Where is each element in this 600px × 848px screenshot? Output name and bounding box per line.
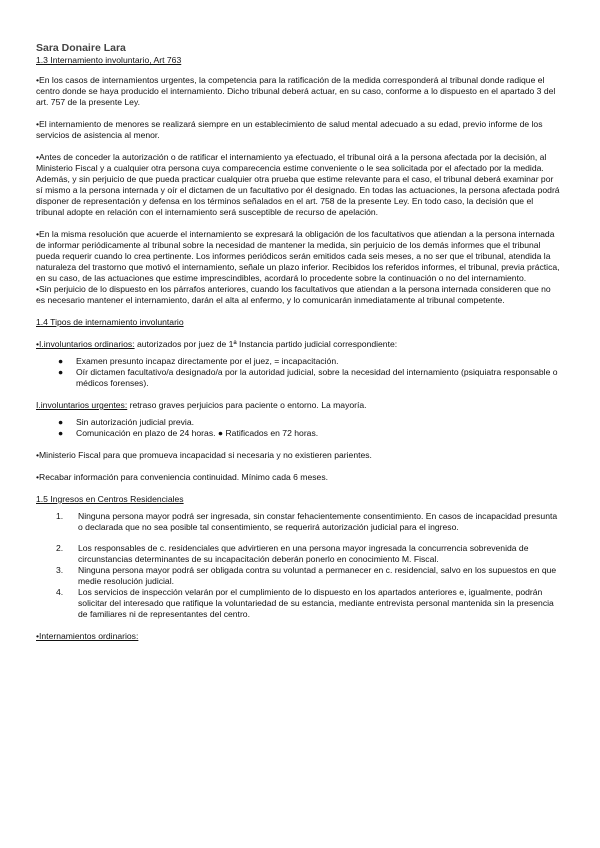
ordinarios-bullet: • bbox=[36, 339, 40, 349]
bullet-icon: ● bbox=[58, 356, 64, 366]
paragraph: •Antes de conceder la autorización o de ratificar el internamiento ya efectuado, el tribunal oirá a la persona afectada por la decisión, al Ministerio Fiscal y a cualquier otra persona cuya comparecencia estime conveniente o le sea solicitada por el afectado por la medida. Además, y sin perjuicio de que pueda practicar cualquier otra prueba que estime relevante para el caso, el tribunal deberá examinar por sí mismo a la persona internada y oír el dictamen de un facultativo por él designado. En todas las actuaciones, la persona afectada podrá disponer de representación y defensa en los términos señalados en el art. 758 de la presente Ley. En todo caso, la decisión que el tribunal adopte en relación con el internamiento será susceptible de recurso de apelación. bbox=[36, 152, 560, 217]
section-1-3-title: 1.3 Internamiento involuntario, Art 763 bbox=[36, 55, 182, 65]
ingresos-list bbox=[36, 511, 562, 620]
section-1-5-title: 1.5 Ingresos en Centros Residenciales bbox=[36, 494, 184, 504]
paragraph: •Recabar información para conveniencia continuidad. Mínimo cada 6 meses. bbox=[36, 472, 329, 482]
paragraph: •El internamiento de menores se realizará siempre en un establecimiento de salud mental adecuado a su edad, previo informe de los servicios de asistencia al menor. bbox=[36, 119, 543, 140]
list-item bbox=[56, 543, 562, 565]
list-item bbox=[58, 356, 562, 367]
bullet-icon: ● bbox=[58, 367, 64, 377]
list-item bbox=[56, 587, 562, 620]
list-item bbox=[58, 367, 562, 389]
paragraph: •En la misma resolución que acuerde el internamiento se expresará la obligación de los facultativos que atiendan a la persona internada de informar periódicamente al tribunal sobre la necesidad de mantener la medida, sin perjuicio de los demás informes que el tribunal pueda requerir cuando lo crea pertinente. Los informes periódicos serán emitidos cada seis meses, a no ser que el tribunal, atendida la naturaleza del trastorno que motivó el internamiento, señale un plazo inferior. Recibidos los referidos informes, el tribunal, previa práctica, en su caso, de las actuaciones que estime imprescindibles, acordará lo procedente sobre la continuación o no del internamiento. bbox=[36, 229, 560, 283]
urgentes-paragraph bbox=[36, 400, 562, 411]
list-item bbox=[58, 417, 562, 428]
list-item-text: Ninguna persona mayor podrá ser obligada contra su voluntad a permanecer en c. residencial, salvo en los supuestos en que medie resolución judicial. bbox=[78, 565, 557, 586]
list-item-text: Oír dictamen facultativo/a designado/a por la autoridad judicial, sobre la necesidad del internamiento (psiquiatra responsable o médicos forenses). bbox=[76, 367, 558, 388]
list-item-text: Los responsables de c. residenciales que advirtieren en una persona mayor ingresada la concurrencia sobrevenida de circunstancias determinantes de su incapacitación deberán ponerlo en conocimiento M. Fiscal. bbox=[78, 543, 529, 564]
ordinarios-paragraph bbox=[36, 339, 562, 350]
list-item-text: Comunicación en plazo de 24 horas. ● Ratificados en 72 horas. bbox=[76, 428, 319, 438]
list-item bbox=[58, 428, 562, 439]
list-item-text: Examen presunto incapaz directamente por el juez, = incapacitación. bbox=[76, 356, 339, 366]
paragraph: •Ministerio Fiscal para que promueva incapacidad si necesaria y no existieren parientes. bbox=[36, 450, 372, 460]
bullet-icon: ● bbox=[58, 428, 64, 438]
item-number: 3. bbox=[56, 565, 64, 575]
urgentes-label: I.involuntarios urgentes: bbox=[36, 400, 128, 410]
item-number: 1. bbox=[56, 511, 64, 521]
list-item bbox=[56, 565, 562, 587]
list-item-text: Los servicios de inspección velarán por el cumplimiento de lo dispuesto en los apartados anteriores e, igualmente, podrán solicitar del interesado que ratifique la voluntariedad de su estancia, mediante entrevista personal mantenida sin la presencia de familiares ni de representantes del centro. bbox=[78, 587, 554, 619]
urgentes-text: retraso graves perjuicios para paciente o entorno. La mayoría. bbox=[127, 400, 367, 410]
urgentes-list bbox=[36, 417, 562, 439]
item-number: 2. bbox=[56, 543, 64, 553]
ordinarios-list bbox=[36, 356, 562, 389]
ordinarios-text: autorizados por juez de 1ª Instancia partido judicial correspondiente: bbox=[134, 339, 398, 349]
author-name: Sara Donaire Lara bbox=[36, 42, 126, 54]
list-item-text: Sin autorización judicial previa. bbox=[76, 417, 194, 427]
internamientos-ordinarios-heading: •Internamientos ordinarios: bbox=[36, 631, 139, 641]
list-item bbox=[56, 511, 562, 533]
paragraph: •Sin perjuicio de lo dispuesto en los párrafos anteriores, cuando los facultativos que atiendan a la persona internada consideren que no es necesario mantener el internamiento, darán el alta al enfermo, y lo comunicarán inmediatamente al tribunal competente. bbox=[36, 284, 551, 305]
ordinarios-label: I.involuntarios ordinarios: bbox=[39, 339, 135, 349]
item-number: 4. bbox=[56, 587, 64, 597]
list-item-text: Ninguna persona mayor podrá ser ingresada, sin constar fehacientemente consentimiento. En casos de incapacidad presunta o declarada que no sea posible tal consentimiento, se requerirá autorización judicial para el ingreso. bbox=[78, 511, 558, 532]
bullet-icon: ● bbox=[58, 417, 64, 427]
section-1-4-title: 1.4 Tipos de internamiento involuntario bbox=[36, 317, 184, 327]
paragraph: •En los casos de internamientos urgentes, la competencia para la ratificación de la medida corresponderá al tribunal donde radique el centro donde se haya producido el internamiento. Dicho tribunal deberá actuar, en su caso, conforme a lo dispuesto en el apartado 3 del art. 757 de la presente Ley. bbox=[36, 75, 556, 107]
